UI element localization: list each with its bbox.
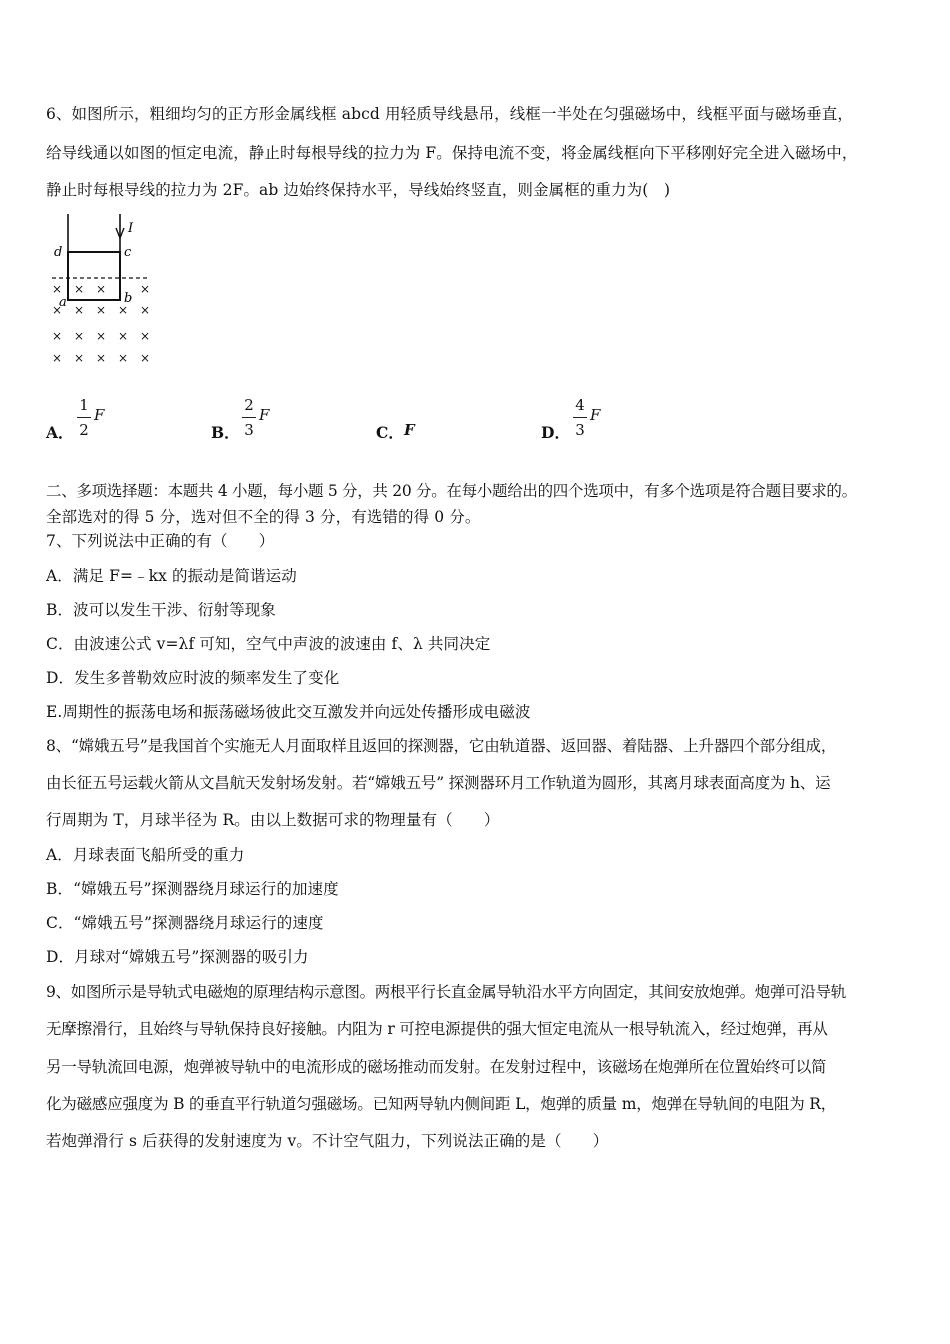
- field-cross: ×: [140, 303, 151, 317]
- label-c: c: [124, 245, 132, 260]
- q8-option-a[interactable]: A．月球表面飞船所受的重力: [46, 846, 245, 864]
- q6-line-3: 静止时每根导线的拉力为 2F。ab 边始终保持水平，导线始终竖直，则金属框的重力为( ): [46, 181, 671, 199]
- field-cross: ×: [140, 329, 151, 343]
- q7-stem: 7、下列说法中正确的有（ ）: [46, 532, 275, 550]
- label-I: I: [128, 221, 134, 236]
- q9-line-4: 化为磁感应强度为 B 的垂直平行轨道匀强磁场。已知两导轨内侧间距 L，炮弹的质量 m，炮弹在导轨间的电阻为 R，: [46, 1095, 836, 1113]
- section2-line-1: 二、多项选择题：本题共 4 小题，每小题 5 分，共 20 分。在每小题给出的四个选项中，有多个选项是符合题目要求的。: [46, 482, 857, 500]
- option-letter: B．: [211, 423, 240, 442]
- fraction-denominator: 3: [575, 421, 585, 439]
- field-cross: ×: [96, 282, 107, 296]
- field-cross: ×: [74, 303, 85, 317]
- q7-option-e[interactable]: E.周期性的振荡电场和振荡磁场彼此交互激发并向远处传播形成电磁波: [46, 703, 531, 721]
- option-variable: F: [590, 406, 601, 424]
- fraction-numerator: 4: [575, 396, 585, 414]
- q7-option-c[interactable]: C．由波速公式 v=λf 可知，空气中声波的波速由 f、λ 共同决定: [46, 635, 491, 653]
- field-cross: ×: [52, 282, 63, 296]
- q8-option-b[interactable]: B．“嫦娥五号”探测器绕月球运行的加速度: [46, 880, 339, 898]
- field-cross: ×: [118, 303, 129, 317]
- q6-figure: [46, 210, 166, 370]
- q7-option-a[interactable]: A．满足 F=﹣kx 的振动是简谐运动: [46, 567, 297, 585]
- q7-option-b[interactable]: B．波可以发生干涉、衍射等现象: [46, 601, 276, 619]
- q8-line-3: 行周期为 T，月球半径为 R。由以上数据可求的物理量有（ ）: [46, 811, 500, 829]
- field-cross: ×: [74, 351, 85, 365]
- fraction-numerator: 1: [79, 396, 89, 414]
- q8-option-d[interactable]: D．月球对“嫦娥五号”探测器的吸引力: [46, 948, 309, 966]
- option-letter: D．: [541, 423, 570, 442]
- field-cross: ×: [140, 351, 151, 365]
- field-cross: ×: [52, 303, 63, 317]
- q9-line-5: 若炮弹滑行 s 后获得的发射速度为 v。不计空气阻力，下列说法正确的是（ ）: [46, 1132, 609, 1150]
- field-cross: ×: [96, 303, 107, 317]
- option-variable: F: [259, 406, 270, 424]
- q9-line-2: 无摩擦滑行，且始终与导轨保持良好接触。内阻为 r 可控电源提供的强大恒定电流从一根导轨流入，经过炮弹，再从: [46, 1020, 828, 1038]
- fraction-denominator: 3: [244, 421, 254, 439]
- option-letter: C．: [376, 423, 404, 442]
- label-a: a: [59, 295, 67, 310]
- q9-line-3: 另一导轨流回电源，炮弹被导轨中的电流形成的磁场推动而发射。在发射过程中，该磁场在炮弹所在位置始终可以简: [46, 1058, 827, 1076]
- option-variable: F: [404, 421, 415, 439]
- label-b: b: [124, 291, 133, 306]
- q8-option-c[interactable]: C．“嫦娥五号”探测器绕月球运行的速度: [46, 914, 324, 932]
- field-cross: ×: [74, 329, 85, 343]
- label-d: d: [54, 245, 63, 260]
- field-cross: ×: [74, 282, 85, 296]
- q6-line-2: 给导线通以如图的恒定电流，静止时每根导线的拉力为 F。保持电流不变，将金属线框向下平移刚好完全进入磁场中，: [46, 144, 858, 162]
- option-variable: F: [94, 406, 105, 424]
- fraction-numerator: 2: [244, 396, 254, 414]
- q6-line-1: 6、如图所示，粗细均匀的正方形金属线框 abcd 用轻质导线悬吊，线框一半处在匀强磁场中，线框平面与磁场垂直，: [46, 105, 853, 123]
- option-letter: A．: [46, 423, 74, 442]
- field-cross: ×: [52, 351, 63, 365]
- fraction-bar: [242, 417, 256, 418]
- fraction-bar: [77, 417, 91, 418]
- q7-option-d[interactable]: D．发生多普勒效应时波的频率发生了变化: [46, 669, 340, 687]
- field-cross: ×: [140, 282, 151, 296]
- field-cross: ×: [96, 351, 107, 365]
- section2-line-2: 全部选对的得 5 分，选对但不全的得 3 分，有选错的得 0 分。: [46, 508, 481, 526]
- q8-line-2: 由长征五号运载火箭从文昌航天发射场发射。若“嫦娥五号” 探测器环月工作轨道为圆形，其离月球表面高度为 h、运: [46, 774, 831, 792]
- field-cross: ×: [118, 329, 129, 343]
- q8-line-1: 8、“嫦娥五号”是我国首个实施无人月面取样且返回的探测器，它由轨道器、返回器、着陆器、上升器四个部分组成，: [46, 737, 837, 755]
- field-cross: ×: [96, 329, 107, 343]
- fraction-bar: [573, 417, 587, 418]
- field-cross: ×: [118, 351, 129, 365]
- field-cross: ×: [52, 329, 63, 343]
- q9-line-1: 9、如图所示是导轨式电磁炮的原理结构示意图。两根平行长直金属导轨沿水平方向固定，其间安放炮弹。炮弹可沿导轨: [46, 983, 846, 1001]
- fraction-denominator: 2: [79, 421, 89, 439]
